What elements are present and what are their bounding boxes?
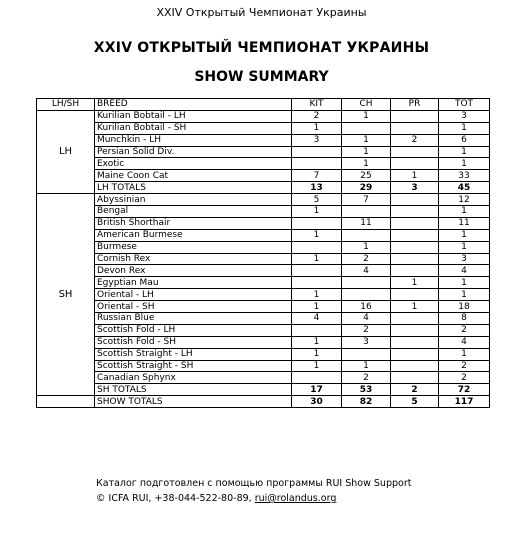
pr-cell <box>391 122 439 134</box>
totals-pr-cell: 2 <box>391 384 439 396</box>
document-title: XXIV ОТКРЫТЫЙ ЧЕМПИОНАТ УКРАИНЫ <box>93 40 430 56</box>
breed-cell: Scottish Fold - SH <box>95 336 292 348</box>
kit-cell: 2 <box>292 110 342 122</box>
tot-cell: 3 <box>439 253 490 265</box>
totals-ch-cell: 29 <box>342 182 391 194</box>
kit-cell <box>292 217 342 229</box>
tot-cell: 1 <box>439 122 490 134</box>
table-row <box>37 277 490 289</box>
column-header-ch: CH <box>342 99 391 111</box>
column-header-kit: KIT <box>292 99 342 111</box>
breed-cell: Kurilian Bobtail - LH <box>95 110 292 122</box>
totals-kit-cell: 13 <box>292 182 342 194</box>
tot-cell: 4 <box>439 265 490 277</box>
table-row <box>37 229 490 241</box>
tot-cell: 1 <box>439 158 490 170</box>
table-row <box>37 301 490 313</box>
table-row <box>37 170 490 182</box>
kit-cell <box>292 265 342 277</box>
breed-cell: Maine Coon Cat <box>95 170 292 182</box>
ch-cell: 1 <box>342 110 391 122</box>
tot-cell: 1 <box>439 206 490 218</box>
kit-cell <box>292 277 342 289</box>
pr-cell <box>391 253 439 265</box>
breed-cell: Exotic <box>95 158 292 170</box>
footer-line-catalog: Каталог подготовлен с помощью программы RUI Show Support <box>96 478 412 489</box>
ch-cell: 1 <box>342 146 391 158</box>
ch-cell <box>342 289 391 301</box>
table-row <box>37 194 490 206</box>
breed-cell: American Burmese <box>95 229 292 241</box>
kit-cell <box>292 324 342 336</box>
breed-cell: Oriental - SH <box>95 301 292 313</box>
tot-cell: 11 <box>439 217 490 229</box>
column-header-breed: BREED <box>95 99 292 111</box>
ch-cell: 11 <box>342 217 391 229</box>
kit-cell: 1 <box>292 360 342 372</box>
totals-ch-cell: 53 <box>342 384 391 396</box>
pr-cell <box>391 110 439 122</box>
kit-cell <box>292 241 342 253</box>
tot-cell: 2 <box>439 360 490 372</box>
group-totals-row <box>37 384 490 396</box>
kit-cell: 1 <box>292 348 342 360</box>
footer-copyright: © ICFA RUI, +38-044-522-80-89, <box>96 493 255 504</box>
ch-cell: 1 <box>342 158 391 170</box>
kit-cell <box>292 372 342 384</box>
pr-cell <box>391 372 439 384</box>
table-row <box>37 360 490 372</box>
ch-cell: 2 <box>342 372 391 384</box>
table-row <box>37 265 490 277</box>
pr-cell <box>391 324 439 336</box>
kit-cell: 1 <box>292 301 342 313</box>
totals-label-cell: SH TOTALS <box>95 384 292 396</box>
table-row <box>37 372 490 384</box>
show-totals-label-cell: SHOW TOTALS <box>95 396 292 408</box>
kit-cell: 1 <box>292 122 342 134</box>
show-totals-spacer-cell <box>37 396 95 408</box>
ch-cell: 1 <box>342 134 391 146</box>
show-totals-kit-cell: 30 <box>292 396 342 408</box>
tot-cell: 1 <box>439 146 490 158</box>
table-row <box>37 110 490 122</box>
breed-cell: Persian Solid Div. <box>95 146 292 158</box>
breed-cell: British Shorthair <box>95 217 292 229</box>
tot-cell: 1 <box>439 229 490 241</box>
footer <box>96 476 411 506</box>
pr-cell: 2 <box>391 134 439 146</box>
ch-cell <box>342 122 391 134</box>
group-label-cell: LH <box>37 110 95 193</box>
pr-cell <box>391 194 439 206</box>
table-row <box>37 313 490 325</box>
tot-cell: 1 <box>439 277 490 289</box>
tot-cell: 4 <box>439 336 490 348</box>
kit-cell: 1 <box>292 206 342 218</box>
ch-cell: 4 <box>342 265 391 277</box>
group-totals-row <box>37 182 490 194</box>
tot-cell: 18 <box>439 301 490 313</box>
tot-cell: 1 <box>439 289 490 301</box>
pr-cell: 1 <box>391 301 439 313</box>
kit-cell: 1 <box>292 229 342 241</box>
breed-cell: Egyptian Mau <box>95 277 292 289</box>
table-row <box>37 158 490 170</box>
page-header-caption: XXIV Открытый Чемпионат Украины <box>156 6 367 19</box>
table-row <box>37 146 490 158</box>
ch-cell: 1 <box>342 241 391 253</box>
totals-label-cell: LH TOTALS <box>95 182 292 194</box>
table-row <box>37 206 490 218</box>
ch-cell <box>342 229 391 241</box>
tot-cell: 1 <box>439 241 490 253</box>
pr-cell <box>391 360 439 372</box>
table-row <box>37 217 490 229</box>
ch-cell <box>342 348 391 360</box>
kit-cell: 4 <box>292 313 342 325</box>
ch-cell <box>342 206 391 218</box>
tot-cell: 3 <box>439 110 490 122</box>
tot-cell: 8 <box>439 313 490 325</box>
tot-cell: 12 <box>439 194 490 206</box>
pr-cell <box>391 206 439 218</box>
ch-cell: 2 <box>342 324 391 336</box>
pr-cell: 1 <box>391 277 439 289</box>
breed-cell: Canadian Sphynx <box>95 372 292 384</box>
totals-tot-cell: 72 <box>439 384 490 396</box>
pr-cell <box>391 265 439 277</box>
kit-cell: 3 <box>292 134 342 146</box>
breed-cell: Scottish Fold - LH <box>95 324 292 336</box>
ch-cell: 2 <box>342 253 391 265</box>
kit-cell: 1 <box>292 336 342 348</box>
pr-cell <box>391 289 439 301</box>
tot-cell: 2 <box>439 324 490 336</box>
tot-cell: 2 <box>439 372 490 384</box>
document-subtitle: SHOW SUMMARY <box>194 69 329 85</box>
breed-cell: Oriental - LH <box>95 289 292 301</box>
table-row <box>37 324 490 336</box>
ch-cell: 4 <box>342 313 391 325</box>
totals-pr-cell: 3 <box>391 182 439 194</box>
show-totals-ch-cell: 82 <box>342 396 391 408</box>
ch-cell <box>342 277 391 289</box>
table-row <box>37 289 490 301</box>
breed-cell: Scottish Straight - SH <box>95 360 292 372</box>
ch-cell: 16 <box>342 301 391 313</box>
kit-cell: 5 <box>292 194 342 206</box>
column-header-lhsh: LH/SH <box>37 99 95 111</box>
table-row <box>37 336 490 348</box>
breed-cell: Russian Blue <box>95 313 292 325</box>
pr-cell: 1 <box>391 170 439 182</box>
table-row <box>37 253 490 265</box>
kit-cell <box>292 146 342 158</box>
breed-cell: Cornish Rex <box>95 253 292 265</box>
group-label-cell: SH <box>37 194 95 396</box>
pr-cell <box>391 158 439 170</box>
table-row <box>37 134 490 146</box>
totals-tot-cell: 45 <box>439 182 490 194</box>
tot-cell: 1 <box>439 348 490 360</box>
breed-cell: Kurilian Bobtail - SH <box>95 122 292 134</box>
pr-cell <box>391 217 439 229</box>
pr-cell <box>391 348 439 360</box>
breed-cell: Abyssinian <box>95 194 292 206</box>
show-totals-row <box>37 396 490 408</box>
pr-cell <box>391 313 439 325</box>
show-totals-tot-cell: 117 <box>439 396 490 408</box>
ch-cell: 7 <box>342 194 391 206</box>
kit-cell: 1 <box>292 289 342 301</box>
breed-cell: Munchkin - LH <box>95 134 292 146</box>
kit-cell <box>292 158 342 170</box>
show-totals-pr-cell: 5 <box>391 396 439 408</box>
tot-cell: 6 <box>439 134 490 146</box>
footer-line-contact <box>96 491 411 506</box>
table-row <box>37 348 490 360</box>
totals-kit-cell: 17 <box>292 384 342 396</box>
breed-cell: Devon Rex <box>95 265 292 277</box>
breed-cell: Burmese <box>95 241 292 253</box>
pr-cell <box>391 146 439 158</box>
ch-cell: 25 <box>342 170 391 182</box>
pr-cell <box>391 336 439 348</box>
show-summary-table <box>36 98 490 408</box>
footer-email-link[interactable]: rui@rolandus.org <box>254 493 337 504</box>
table-row <box>37 241 490 253</box>
column-header-tot: TOT <box>439 99 490 111</box>
column-header-pr: PR <box>391 99 439 111</box>
ch-cell: 1 <box>342 360 391 372</box>
tot-cell: 33 <box>439 170 490 182</box>
pr-cell <box>391 229 439 241</box>
ch-cell: 3 <box>342 336 391 348</box>
kit-cell: 7 <box>292 170 342 182</box>
breed-cell: Scottish Straight - LH <box>95 348 292 360</box>
table-row <box>37 122 490 134</box>
table-header-row <box>37 99 490 111</box>
kit-cell: 1 <box>292 253 342 265</box>
pr-cell <box>391 241 439 253</box>
breed-cell: Bengal <box>95 206 292 218</box>
